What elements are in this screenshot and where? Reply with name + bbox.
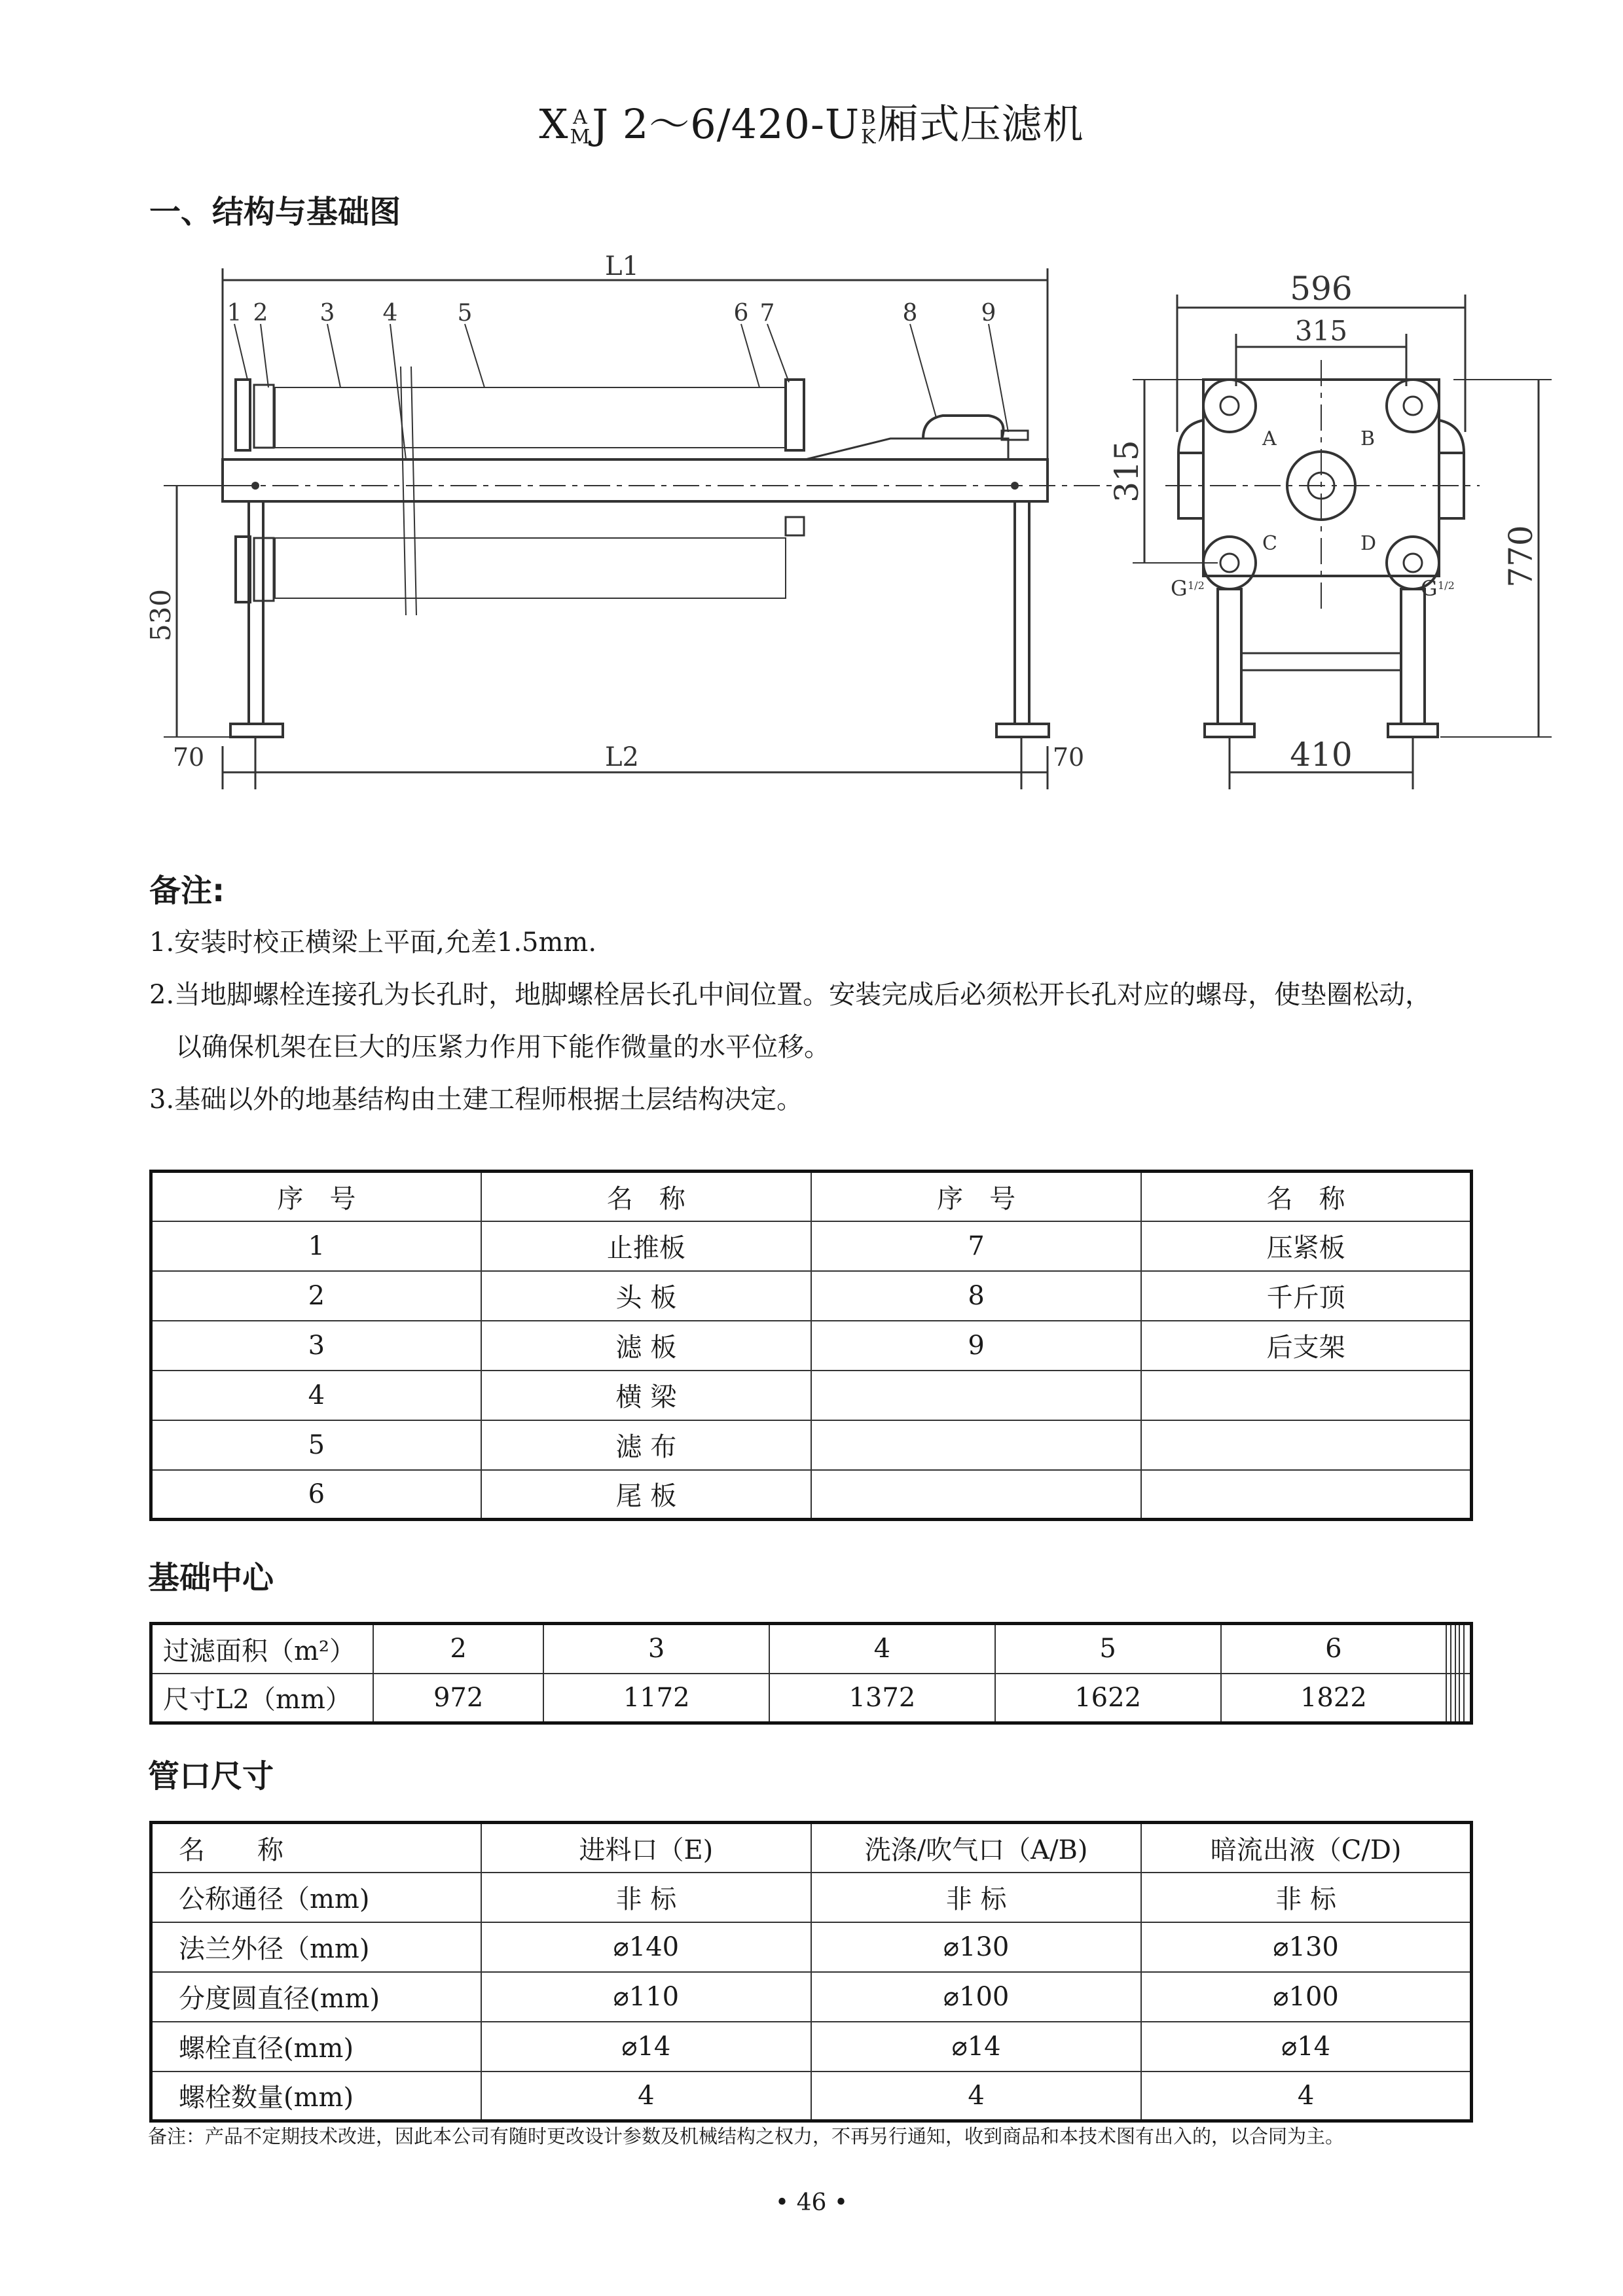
title-sup-2: B bbox=[861, 105, 877, 129]
table-cell bbox=[1451, 1674, 1455, 1723]
table-cell bbox=[1464, 1674, 1472, 1723]
table-cell bbox=[1446, 1624, 1451, 1674]
port-c: C bbox=[1262, 532, 1277, 555]
table-row bbox=[151, 1271, 1472, 1321]
table-cell: 千斤顶 bbox=[1141, 1271, 1471, 1321]
note-3: 3.基础以外的地基结构由土建工程师根据土层结构决定。 bbox=[149, 1085, 803, 1115]
table-cell bbox=[811, 1420, 1141, 1470]
table-cell: ⌀14 bbox=[481, 2022, 811, 2072]
table-cell bbox=[1459, 1624, 1464, 1674]
callout-2: 2 bbox=[253, 300, 268, 327]
label-l1: L1 bbox=[604, 251, 640, 281]
table-cell: 公称通径（mm) bbox=[151, 1873, 481, 1922]
foundation-table bbox=[149, 1622, 1473, 1725]
title-prefix: X bbox=[539, 100, 569, 148]
callout-1: 1 bbox=[227, 300, 242, 327]
table-cell: 3 bbox=[151, 1321, 481, 1371]
callout-4: 4 bbox=[382, 300, 398, 327]
filter-plates-upper bbox=[275, 387, 786, 598]
side-view bbox=[1133, 295, 1552, 789]
table-cell bbox=[1141, 1371, 1471, 1420]
table-cell: ⌀110 bbox=[481, 1972, 811, 2022]
table-cell bbox=[1141, 1470, 1471, 1520]
table-cell: 1622 bbox=[995, 1674, 1221, 1723]
label-315-side: 315 bbox=[1108, 440, 1146, 503]
parts-header: 序 号 bbox=[151, 1172, 481, 1221]
note-2-cont: 以确保机架在巨大的压紧力作用下能作微量的水平位移。 bbox=[175, 1032, 830, 1062]
front-leg bbox=[249, 501, 263, 724]
table-cell: 非 标 bbox=[1141, 1873, 1471, 1922]
section-heading-structure: 一、结构与基础图 bbox=[149, 194, 401, 230]
pipe-table bbox=[149, 1821, 1473, 2123]
table-cell: ⌀130 bbox=[1141, 1922, 1471, 1972]
table-cell: 9 bbox=[811, 1321, 1141, 1371]
callout-3: 3 bbox=[319, 300, 335, 327]
table-cell: 4 bbox=[1141, 2072, 1471, 2121]
parts-header-row bbox=[151, 1172, 1472, 1221]
g-frac-left: 1/2 bbox=[1188, 579, 1205, 592]
note-2: 2.当地脚螺栓连接孔为长孔时，地脚螺栓居长孔中间位置。安装完成后必须松开长孔对应的螺母，使垫圈松动， bbox=[149, 980, 1432, 1010]
table-cell: 分度圆直径(mm) bbox=[151, 1972, 481, 2022]
table-cell: 4 bbox=[769, 1624, 995, 1674]
title-suffix: 厢式压滤机 bbox=[877, 100, 1084, 148]
table-cell: 6 bbox=[151, 1470, 481, 1520]
pipe-header: 名 称 bbox=[151, 1823, 481, 1873]
callout-7: 7 bbox=[759, 300, 775, 327]
label-left-70: 70 bbox=[172, 743, 205, 772]
table-cell bbox=[1459, 1674, 1464, 1723]
parts-header: 名 称 bbox=[481, 1172, 811, 1221]
table-cell: 4 bbox=[151, 1371, 481, 1420]
table-cell: 止推板 bbox=[481, 1221, 811, 1271]
pipe-header-row bbox=[151, 1823, 1472, 1873]
callout-8: 8 bbox=[902, 300, 918, 327]
port-a: A bbox=[1262, 427, 1277, 450]
g-label-right: G bbox=[1421, 576, 1438, 601]
title-sub-2: K bbox=[861, 125, 877, 149]
port-b: B bbox=[1360, 427, 1376, 450]
label-770: 770 bbox=[1502, 525, 1540, 588]
footer-note: 备注：产品不定期技术改进，因此本公司有随时更改设计参数及机械结构之权力，不再另行通知，收到商品和本技术图有出入的，以合同为主。 bbox=[148, 2125, 1345, 2147]
table-cell: 法兰外径（mm) bbox=[151, 1922, 481, 1972]
table-cell bbox=[1141, 1420, 1471, 1470]
callout-5: 5 bbox=[457, 300, 473, 327]
table-row bbox=[151, 2022, 1472, 2072]
structure-drawing bbox=[144, 249, 1558, 812]
page-title bbox=[0, 92, 1623, 150]
note-1: 1.安装时校正横梁上平面,允差1.5mm. bbox=[149, 927, 597, 958]
table-cell: ⌀100 bbox=[1141, 1972, 1471, 2022]
jack bbox=[923, 416, 1004, 439]
table-cell: 5 bbox=[995, 1624, 1221, 1674]
foundation-label: 尺寸L2（mm） bbox=[151, 1674, 374, 1723]
table-cell: ⌀14 bbox=[811, 2022, 1141, 2072]
parts-table bbox=[149, 1170, 1473, 1521]
notes-block bbox=[149, 916, 1524, 1126]
title-stack-1 bbox=[570, 105, 591, 149]
table-cell: 972 bbox=[373, 1674, 543, 1723]
label-596: 596 bbox=[1290, 270, 1353, 308]
table-cell: 螺栓直径(mm) bbox=[151, 2022, 481, 2072]
table-row bbox=[151, 1922, 1472, 1972]
title-stack-2 bbox=[861, 105, 877, 149]
callout-9: 9 bbox=[981, 300, 996, 327]
pipe-heading: 管口尺寸 bbox=[148, 1758, 274, 1795]
label-530: 530 bbox=[145, 588, 177, 642]
port-d: D bbox=[1360, 532, 1377, 555]
table-row bbox=[151, 1972, 1472, 2022]
table-cell: 螺栓数量(mm) bbox=[151, 2072, 481, 2121]
table-cell: ⌀130 bbox=[811, 1922, 1141, 1972]
parts-header: 名 称 bbox=[1141, 1172, 1471, 1221]
table-cell: 4 bbox=[811, 2072, 1141, 2121]
table-cell bbox=[1446, 1674, 1451, 1723]
table-row bbox=[151, 1321, 1472, 1371]
table-cell: 1 bbox=[151, 1221, 481, 1271]
title-sup-1: A bbox=[573, 105, 588, 129]
table-cell: 1172 bbox=[543, 1674, 769, 1723]
callout-6: 6 bbox=[733, 300, 749, 327]
notes-heading: 备注: bbox=[149, 872, 225, 909]
table-cell: 2 bbox=[151, 1271, 481, 1321]
table-row bbox=[151, 1674, 1472, 1723]
pipe-header: 洗涤/吹气口（A/B) bbox=[811, 1823, 1141, 1873]
table-cell: 非 标 bbox=[481, 1873, 811, 1922]
label-315-top: 315 bbox=[1294, 315, 1348, 347]
table-row bbox=[151, 1420, 1472, 1470]
label-l2: L2 bbox=[604, 742, 640, 772]
table-row bbox=[151, 2072, 1472, 2121]
table-cell bbox=[811, 1470, 1141, 1520]
pipe-header: 进料口（E) bbox=[481, 1823, 811, 1873]
table-cell bbox=[1455, 1674, 1460, 1723]
pipe-header: 暗流出液（C/D) bbox=[1141, 1823, 1471, 1873]
table-cell: 压紧板 bbox=[1141, 1221, 1471, 1271]
table-cell: 2 bbox=[373, 1624, 543, 1674]
label-410: 410 bbox=[1290, 736, 1353, 774]
table-cell: ⌀100 bbox=[811, 1972, 1141, 2022]
rear-leg bbox=[1015, 501, 1029, 724]
table-cell: 4 bbox=[481, 2072, 811, 2121]
cross-beam bbox=[223, 459, 1048, 501]
table-cell: 1372 bbox=[769, 1674, 995, 1723]
table-cell bbox=[811, 1371, 1141, 1420]
g-frac-right: 1/2 bbox=[1438, 579, 1455, 592]
table-cell: 非 标 bbox=[811, 1873, 1141, 1922]
table-cell: 滤 板 bbox=[481, 1321, 811, 1371]
table-cell: ⌀14 bbox=[1141, 2022, 1471, 2072]
table-cell: 横 梁 bbox=[481, 1371, 811, 1420]
table-cell: 6 bbox=[1221, 1624, 1447, 1674]
table-row bbox=[151, 1221, 1472, 1271]
table-cell: 8 bbox=[811, 1271, 1141, 1321]
table-row bbox=[151, 1624, 1472, 1674]
head-plate bbox=[254, 385, 274, 448]
press-plate bbox=[786, 380, 804, 450]
table-cell: 头 板 bbox=[481, 1271, 811, 1321]
table-row bbox=[151, 1470, 1472, 1520]
table-cell bbox=[1451, 1624, 1455, 1674]
table-cell: 滤 布 bbox=[481, 1420, 811, 1470]
table-cell: 5 bbox=[151, 1420, 481, 1470]
label-right-70: 70 bbox=[1052, 743, 1085, 772]
table-cell: 后支架 bbox=[1141, 1321, 1471, 1371]
table-cell: 尾 板 bbox=[481, 1470, 811, 1520]
jack-base bbox=[805, 439, 1008, 459]
foundation-heading: 基础中心 bbox=[148, 1560, 274, 1596]
table-cell: 1822 bbox=[1221, 1674, 1447, 1723]
foundation-label: 过滤面积（m²） bbox=[151, 1624, 374, 1674]
g-label-left: G bbox=[1171, 576, 1188, 601]
table-cell bbox=[1464, 1624, 1472, 1674]
table-cell: 3 bbox=[543, 1624, 769, 1674]
title-sub-1: M bbox=[570, 125, 591, 149]
table-cell: ⌀140 bbox=[481, 1922, 811, 1972]
title-middle: J 2～6/420-U bbox=[592, 100, 860, 148]
thrust-plate bbox=[236, 380, 250, 450]
table-cell: 7 bbox=[811, 1221, 1141, 1271]
parts-header: 序 号 bbox=[811, 1172, 1141, 1221]
table-row bbox=[151, 1371, 1472, 1420]
page-number: • 46 • bbox=[775, 2189, 848, 2216]
table-cell bbox=[1455, 1624, 1460, 1674]
table-row bbox=[151, 1873, 1472, 1922]
